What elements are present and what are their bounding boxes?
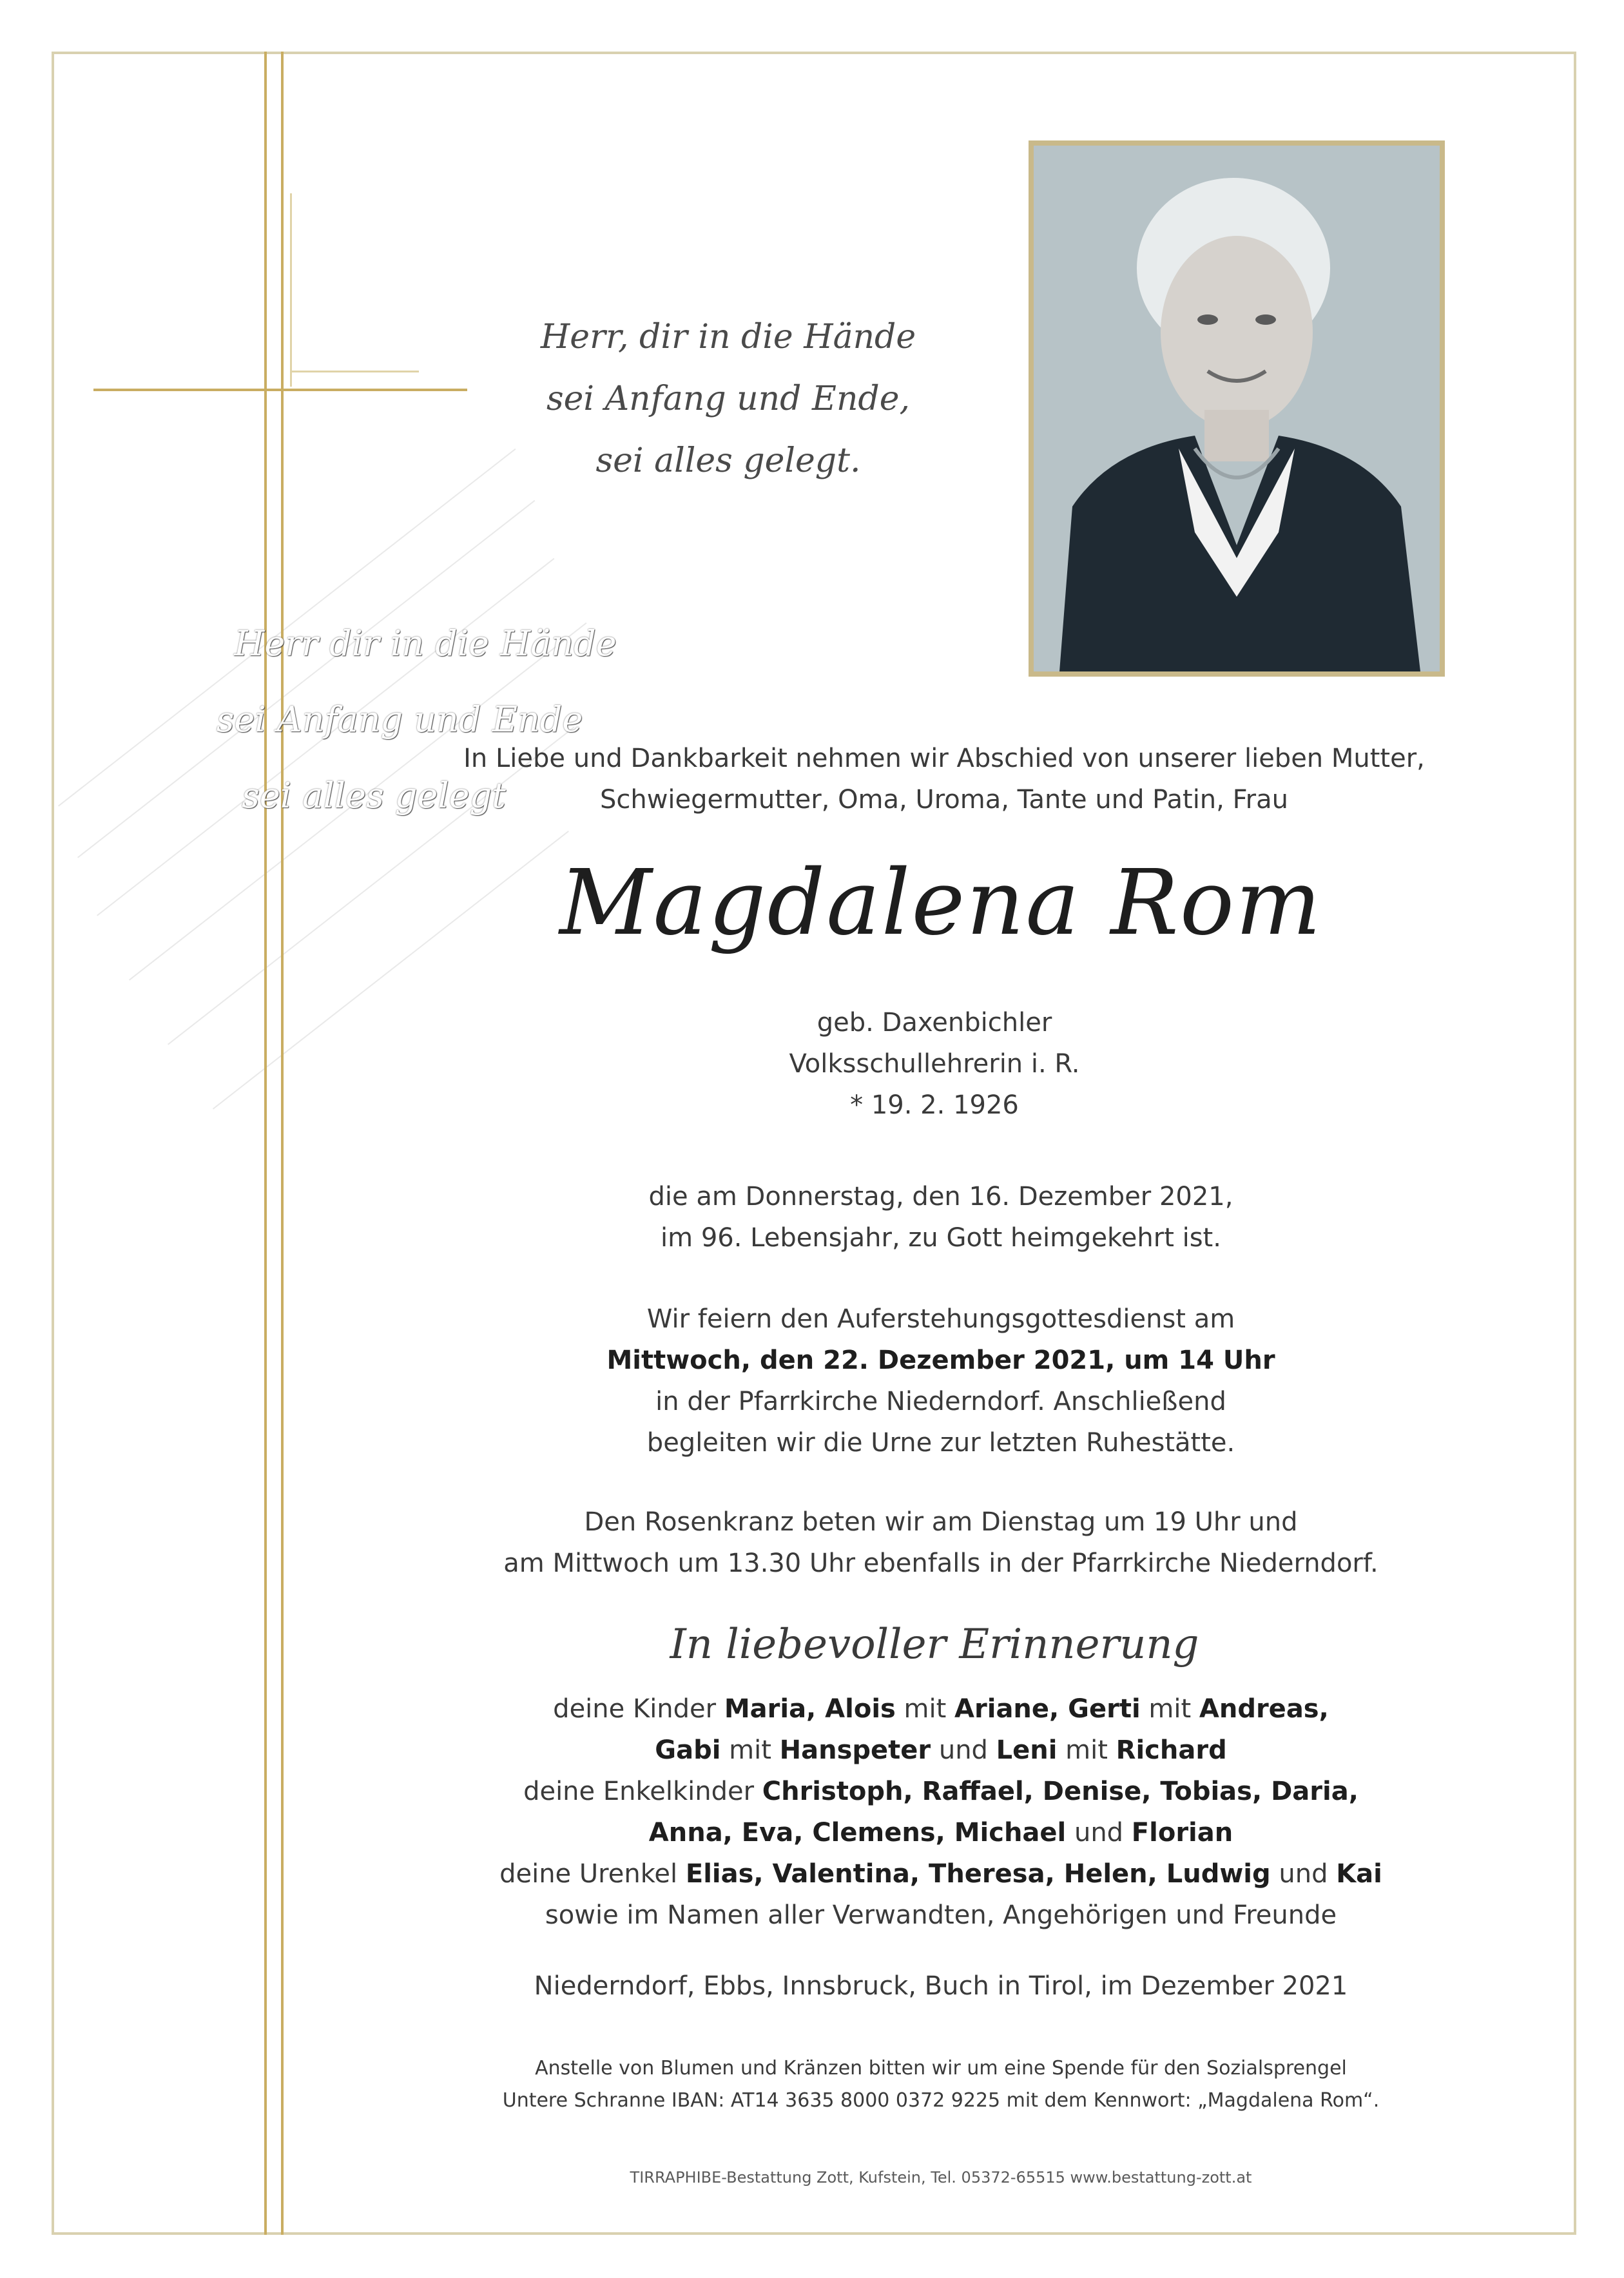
grandchildren-names-c: Florian xyxy=(1131,1818,1233,1848)
and-word: und xyxy=(931,1735,996,1765)
great-grandchildren-names-b: Kai xyxy=(1336,1859,1382,1889)
deceased-name: Magdalena Rom xyxy=(559,851,1322,956)
death-line-1: die am Donnerstag, den 16. Dezember 2021, xyxy=(648,1182,1233,1211)
children-line-2 xyxy=(361,1730,1521,1771)
children-line-1 xyxy=(361,1688,1521,1730)
verse-line-1: Herr, dir in die Hände xyxy=(540,318,916,356)
service-line-1: Wir feiern den Auferstehungsgottesdienst am xyxy=(646,1304,1235,1334)
and-word: und xyxy=(1270,1859,1337,1889)
service-notice xyxy=(361,1298,1521,1463)
great-grandchildren-prefix: deine Urenkel xyxy=(499,1859,686,1889)
intro-text xyxy=(400,738,1489,820)
death-notice xyxy=(361,1176,1521,1259)
verse-line-2: sei Anfang und Ende, xyxy=(546,380,911,418)
children-names-c: Andreas, xyxy=(1199,1694,1329,1724)
birth-date: * 19. 2. 1926 xyxy=(850,1090,1019,1120)
verse-line-3: sei alles gelegt. xyxy=(595,441,861,480)
grandchildren-prefix: deine Enkelkinder xyxy=(523,1777,762,1806)
grandchildren-line-1 xyxy=(361,1771,1521,1812)
grandchildren-line-2 xyxy=(361,1812,1521,1853)
great-grandchildren-names-a: Elias, Valentina, Theresa, Helen, Ludwig xyxy=(685,1859,1271,1889)
family-list xyxy=(361,1688,1521,1936)
intro-line-1: In Liebe und Dankbarkeit nehmen wir Abschied von unserer lieben Mutter, xyxy=(463,744,1425,773)
grandchildren-names-b: Anna, Eva, Clemens, Michael xyxy=(648,1818,1067,1848)
portrait-photo xyxy=(1029,140,1445,677)
deceased-details xyxy=(632,1002,1237,1126)
service-line-2: Mittwoch, den 22. Dezember 2021, um 14 Uhr xyxy=(606,1346,1275,1375)
undertaker-footer: TIRRAPHIBE-Bestattung Zott, Kufstein, Tel. 05372-65515 www.bestattung-zott.at xyxy=(630,2168,1252,2186)
children2-name-c: Leni xyxy=(996,1735,1058,1765)
donation-notice xyxy=(361,2052,1521,2117)
maiden-name: geb. Daxenbichler xyxy=(817,1008,1052,1038)
rosary-notice xyxy=(361,1501,1521,1584)
children2-name-b: Hanspeter xyxy=(779,1735,931,1765)
children-prefix: deine Kinder xyxy=(553,1694,724,1724)
and-word: und xyxy=(1066,1818,1132,1848)
with-word: mit xyxy=(895,1694,955,1724)
ghost-verse-line-2: sei Anfang und Ende xyxy=(216,699,583,740)
death-line-2: im 96. Lebensjahr, zu Gott heimgekehrt ist. xyxy=(661,1223,1221,1253)
service-line-3: in der Pfarrkirche Niederndorf. Anschließend xyxy=(655,1387,1226,1416)
with-word: mit xyxy=(720,1735,780,1765)
ghost-verse-line-3: sei alles gelegt xyxy=(242,775,506,816)
intro-line-2: Schwiegermutter, Oma, Uroma, Tante und Patin, Frau xyxy=(599,785,1288,815)
donation-line-2: Untere Schranne IBAN: AT14 3635 8000 0372 9225 mit dem Kennwort: „Magdalena Rom“. xyxy=(502,2089,1380,2112)
great-grandchildren-line xyxy=(361,1853,1521,1895)
donation-line-1: Anstelle von Blumen und Kränzen bitten wir um eine Spende für den Sozialsprengel xyxy=(535,2057,1347,2080)
children2-name-a: Gabi xyxy=(655,1735,721,1765)
rosary-line-2: am Mittwoch um 13.30 Uhr ebenfalls in der Pfarrkirche Niederndorf. xyxy=(503,1549,1378,1578)
with-word: mit xyxy=(1140,1694,1199,1724)
rosary-line-1: Den Rosenkranz beten wir am Dienstag um 19 Uhr und xyxy=(584,1507,1298,1537)
service-line-4: begleiten wir die Urne zur letzten Ruhestätte. xyxy=(646,1428,1235,1458)
with-word: mit xyxy=(1057,1735,1116,1765)
places-line: Niederndorf, Ebbs, Innsbruck, Buch in Tirol, im Dezember 2021 xyxy=(534,1971,1348,2001)
children-names-a: Maria, Alois xyxy=(724,1694,896,1724)
ghost-verse-line-1: Herr dir in die Hände xyxy=(234,623,617,664)
grandchildren-names-a: Christoph, Raffael, Denise, Tobias, Daria, xyxy=(762,1777,1358,1806)
relatives-line: sowie im Namen aller Verwandten, Angehörigen und Freunde xyxy=(545,1900,1337,1930)
portrait-illustration xyxy=(1034,146,1440,671)
profession: Volksschullehrerin i. R. xyxy=(789,1049,1080,1079)
children2-name-d: Richard xyxy=(1116,1735,1227,1765)
places-date xyxy=(361,1965,1521,2007)
memory-title: In liebevoller Erinnerung xyxy=(670,1621,1199,1668)
children-names-b: Ariane, Gerti xyxy=(954,1694,1141,1724)
verse xyxy=(528,306,928,492)
